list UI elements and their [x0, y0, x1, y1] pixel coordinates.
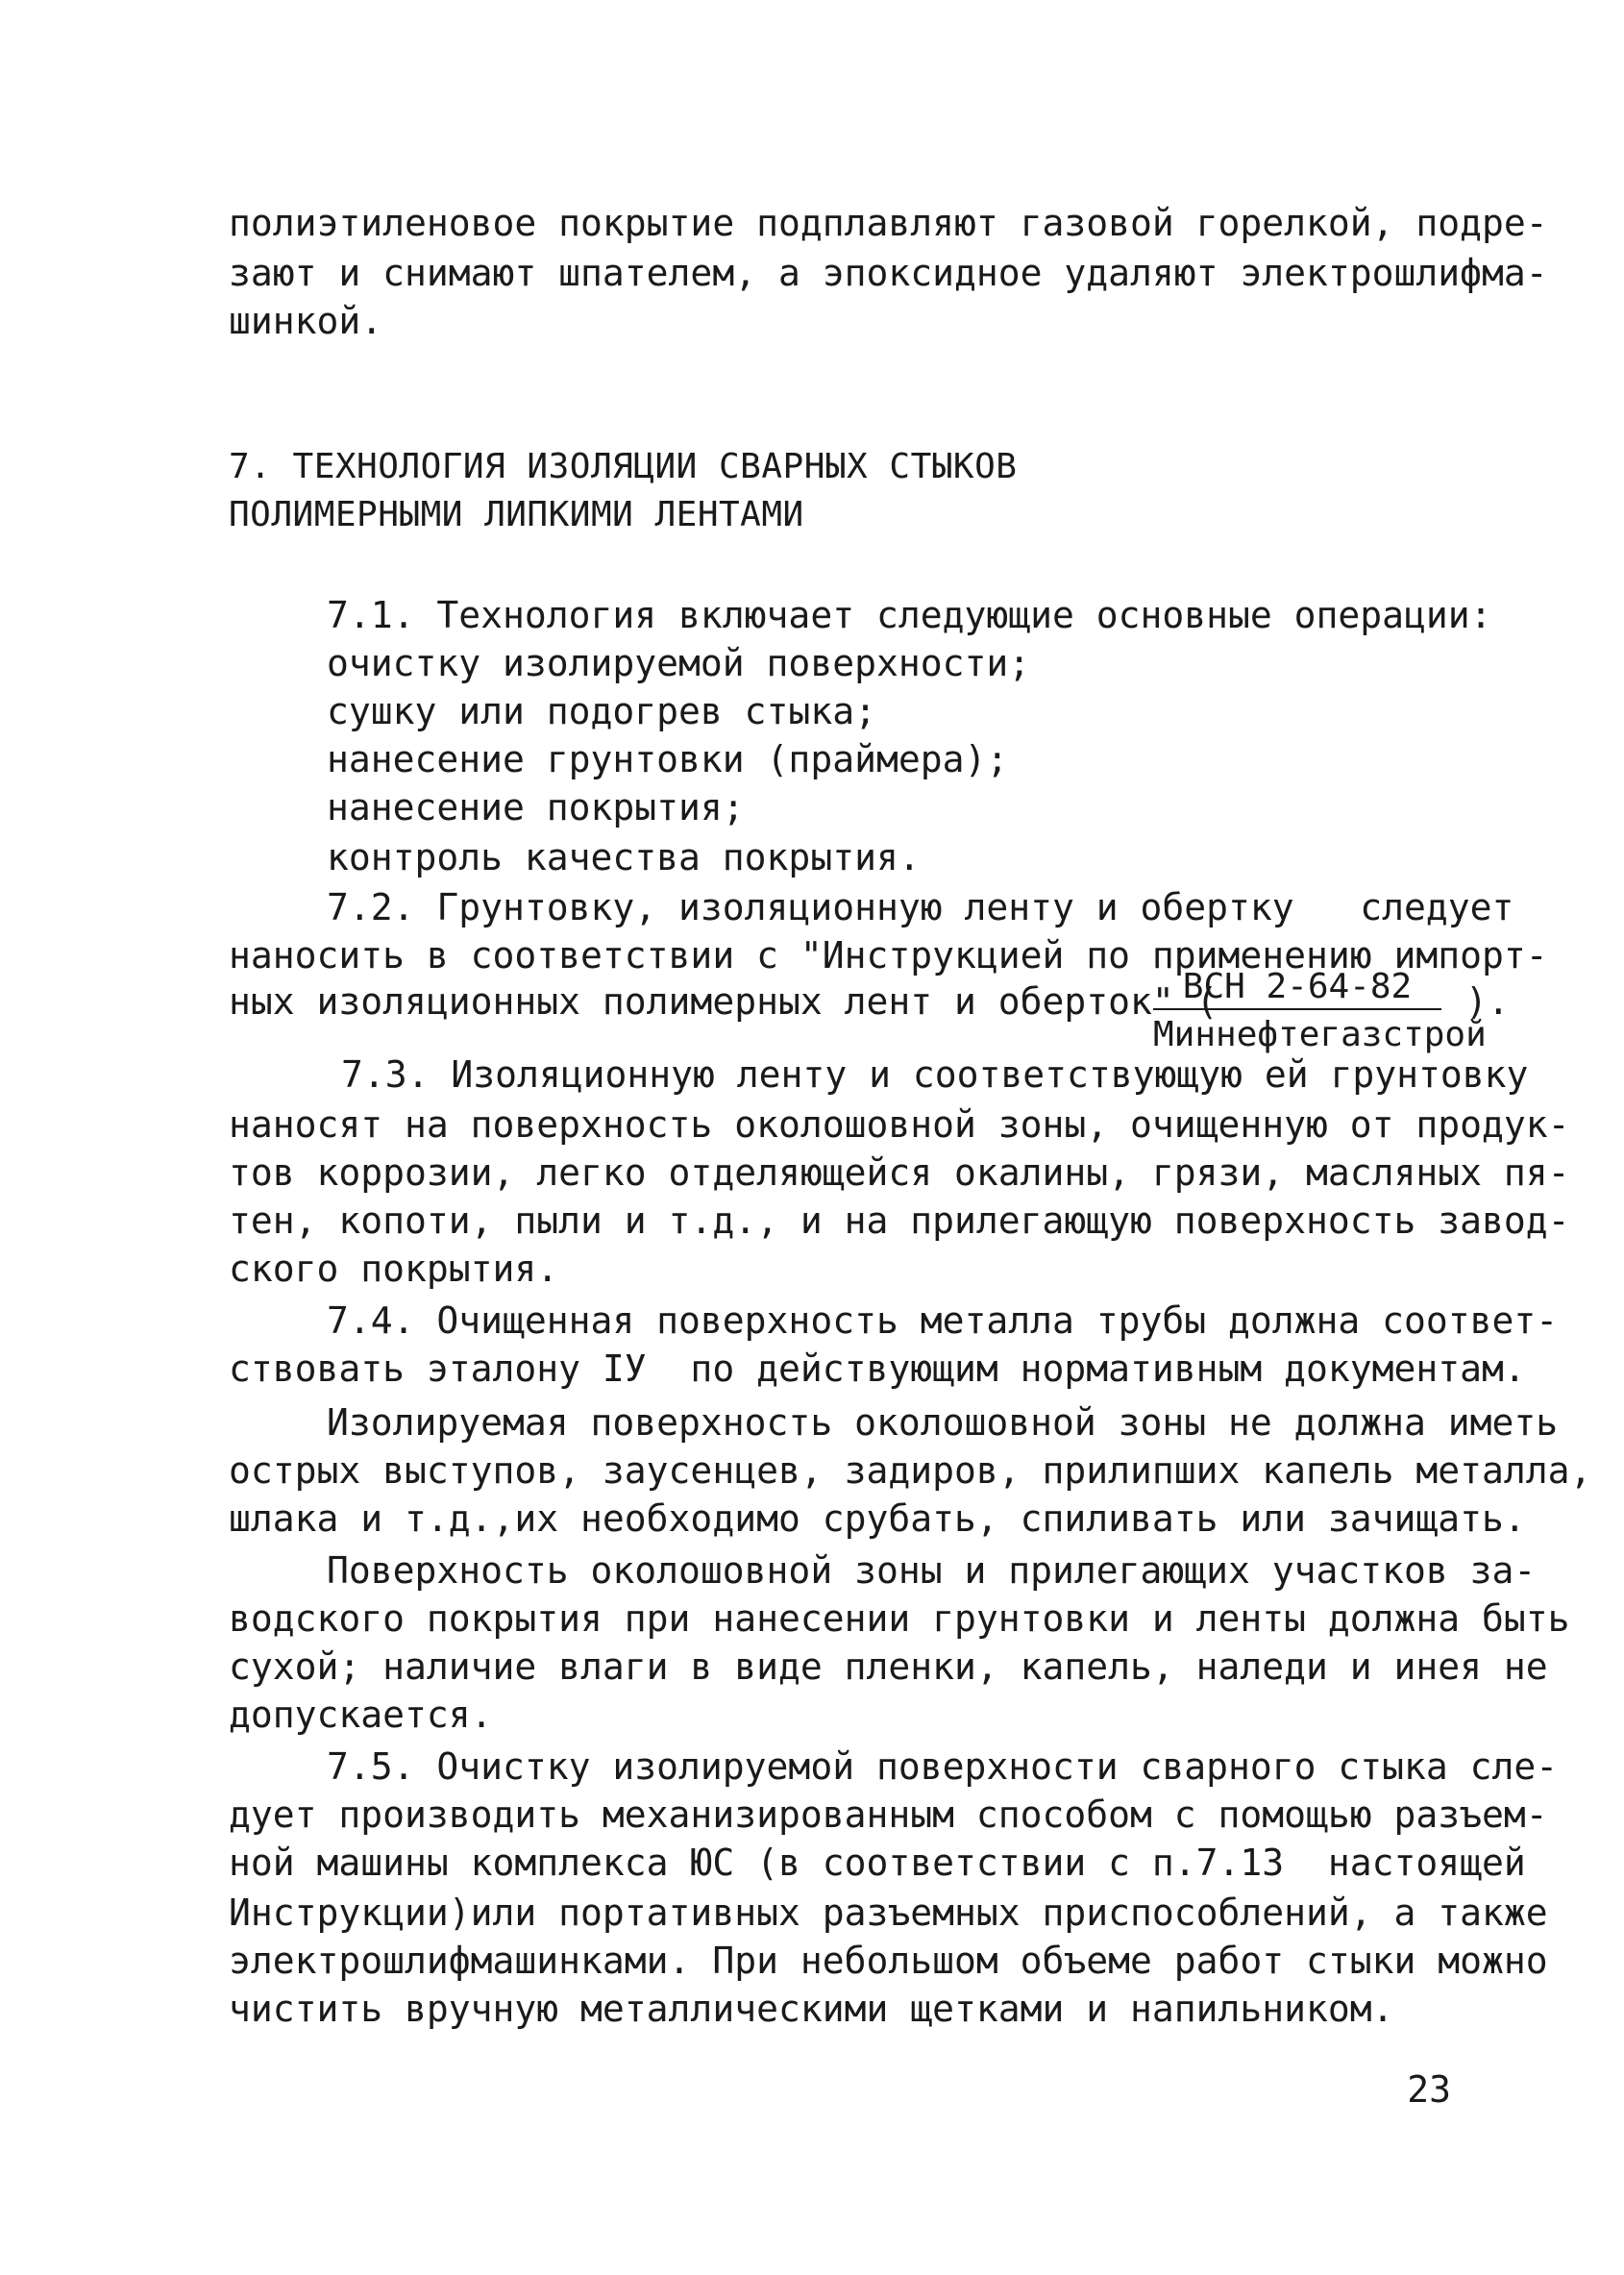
intro-line-1: полиэтиленовое покрытие подплавляют газовой горелкой, подре-	[229, 202, 1548, 244]
p74-line-2: ствовать эталону IУ по действующим нормативным документам.	[229, 1348, 1526, 1390]
p72-line-3-end: ).	[1465, 980, 1510, 1023]
p75-line-1: 7.5. Очистку изолируемой поверхности сварного стыка сле-	[327, 1745, 1559, 1788]
p72-line-2: наносить в соответствии с "Инструкцией по применению импорт-	[229, 934, 1548, 977]
p73-line-1: 7.3. Изоляционную ленту и соответствующую ей грунтовку	[341, 1053, 1529, 1096]
page-number: 23	[1407, 2068, 1451, 2111]
p74-para3-line-3: сухой; наличие влаги в виде пленки, капель, наледи и инея не	[229, 1645, 1548, 1688]
p71-item: сушку или подогрев стыка;	[327, 690, 876, 732]
p72-line-3: ных изоляционных полимерных лент и оберток" (	[229, 980, 1218, 1023]
p74-line-1: 7.4. Очищенная поверхность металла трубы должна соответ-	[327, 1299, 1559, 1342]
p75-line-6: чистить вручную металлическими щетками и напильником.	[229, 1988, 1394, 2030]
p71-line-1: 7.1. Технология включает следующие основные операции:	[327, 594, 1492, 636]
section-heading-line-2: ПОЛИМЕРНЫМИ ЛИПКИМИ ЛЕНТАМИ	[229, 495, 804, 534]
reference-authority: Миннефтегазстрой	[1153, 1015, 1487, 1054]
p73-line-5: ского покрытия.	[229, 1248, 559, 1290]
intro-line-3: шинкой.	[229, 300, 383, 342]
p73-line-3: тов коррозии, легко отделяющейся окалины, грязи, масляных пя-	[229, 1151, 1570, 1194]
p74-para2-line-3: шлака и т.д.,их необходимо срубать, спиливать или зачищать.	[229, 1497, 1526, 1540]
section-heading-line-1: 7. ТЕХНОЛОГИЯ ИЗОЛЯЦИИ СВАРНЫХ СТЫКОВ	[229, 447, 1018, 486]
p75-line-2: дует производить механизированным способом с помощью разъем-	[229, 1793, 1548, 1836]
reference-rule	[1153, 1008, 1441, 1010]
p74-para3-line-1: Поверхность околошовной зоны и прилегающих участков за-	[327, 1549, 1537, 1592]
p74-para3-line-4: допускается.	[229, 1694, 493, 1736]
p71-item: контроль качества покрытия.	[327, 836, 921, 878]
normative-reference	[1153, 966, 1487, 1058]
p71-item: нанесение покрытия;	[327, 786, 745, 828]
p73-line-4: тен, копоти, пыли и т.д., и на прилегающую поверхность завод-	[229, 1199, 1570, 1242]
p71-item: нанесение грунтовки (праймера);	[327, 738, 1009, 780]
p74-para3-line-2: водского покрытия при нанесении грунтовки и ленты должна быть	[229, 1597, 1570, 1640]
p71-item: очистку изолируемой поверхности;	[327, 642, 1031, 684]
p75-line-3: ной машины комплекса ЮС (в соответствии с п.7.13 настоящей	[229, 1842, 1526, 1884]
p74-para2-line-1: Изолируемая поверхность околошовной зоны не должна иметь	[327, 1401, 1559, 1444]
p74-para2-line-2: острых выступов, заусенцев, задиров, прилипших капель металла,	[229, 1449, 1592, 1492]
reference-code: ВСН 2-64-82	[1182, 967, 1413, 1006]
p75-line-5: электрошлифмашинками. При небольшом объеме работ стыки можно	[229, 1940, 1548, 1982]
p73-line-2: наносят на поверхность околошовной зоны, очищенную от продук-	[229, 1103, 1570, 1146]
p75-line-4: Инструкции)или портативных разъемных приспособлений, а также	[229, 1892, 1548, 1934]
intro-line-2: зают и снимают шпателем, а эпоксидное удаляют электрошлифма-	[229, 252, 1548, 294]
p72-line-1: 7.2. Грунтовку, изоляционную ленту и обертку следует	[327, 886, 1514, 928]
